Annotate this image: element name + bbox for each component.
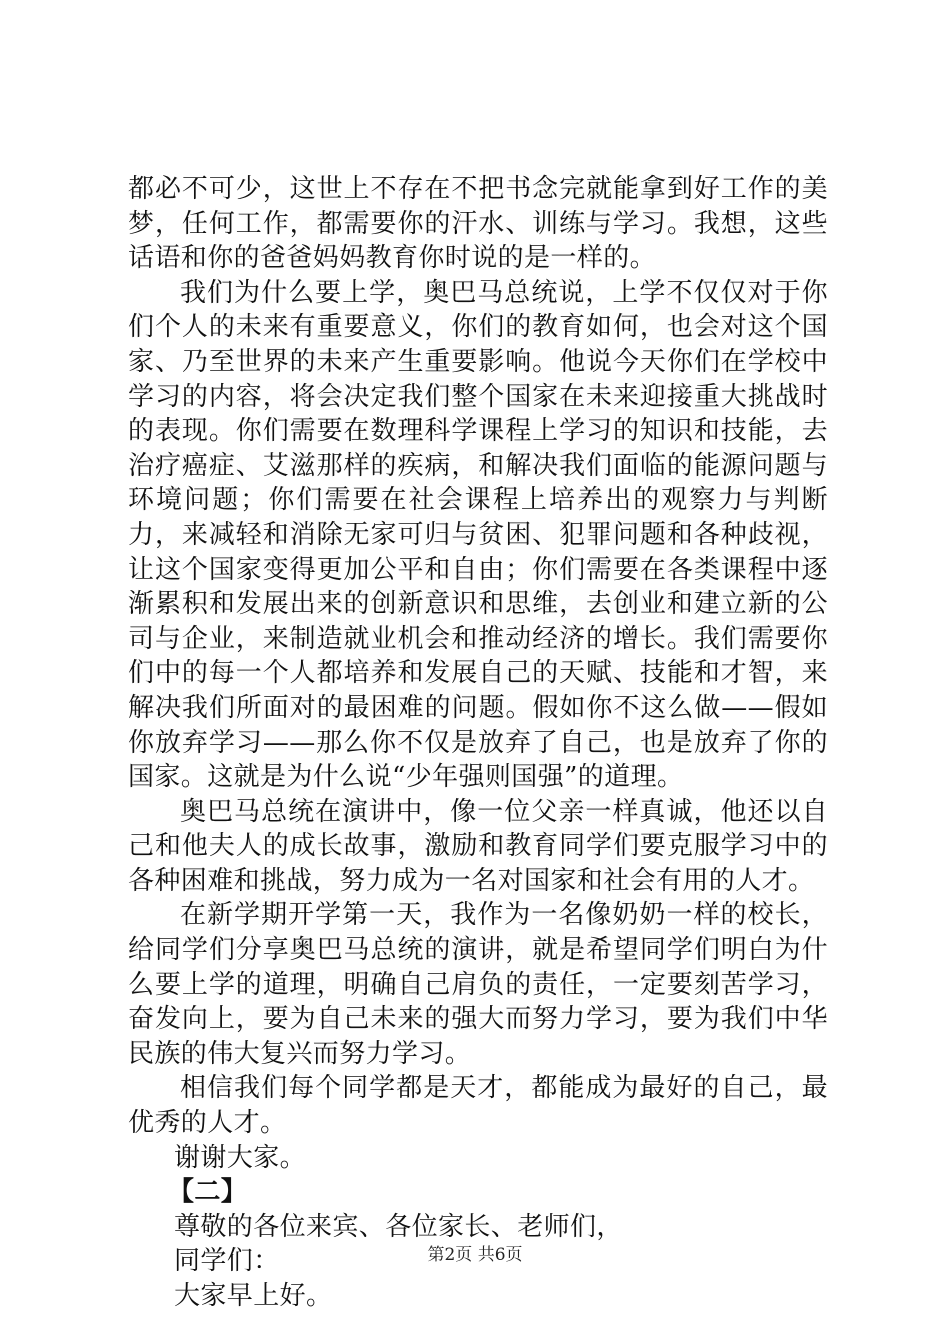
paragraph-principal-message: 在新学期开学第一天，我作为一名像奶奶一样的校长，给同学们分享奥巴马总统的演讲，就是希望同学们明白为什么要上学的道理，明确自己肩负的责任，一定要刻苦学习，奋发向上，要为自己未来的强大而努力学习，要为我们中华民族的伟大复兴而努力学习。	[128, 900, 828, 1069]
document-body	[128, 172, 828, 1314]
paragraph-continuation: 都必不可少，这世上不存在不把书念完就能拿到好工作的美梦，任何工作，都需要你的汗水、训练与学习。我想，这些话语和你的爸爸妈妈教育你时说的是一样的。	[128, 174, 828, 274]
salutation-students: 同学们：	[174, 1246, 280, 1277]
salutation-guests: 尊敬的各位来宾、各位家长、老师们，	[174, 1211, 623, 1242]
paragraph-obama-speech: 奥巴马总统在演讲中，像一位父亲一样真诚，他还以自己和他夫人的成长故事，激励和教育同学们要克服学习中的各种困难和挑战，努力成为一名对国家和社会有用的人才。	[128, 796, 828, 896]
paragraph-believe: 相信我们每个同学都是天才，都能成为最好的自己，最优秀的人才。	[128, 1073, 828, 1139]
paragraph-why-school: 我们为什么要上学，奥巴马总统说，上学不仅仅对于你们个人的未来有重要意义，你们的教育如何，也会对这个国家、乃至世界的未来产生重要影响。他说今天你们在学校中学习的内容，将会决定我们整个国家在未来迎接重大挑战时的表现。你们需要在数理科学课程上学习的知识和技能，去治疗癌症、艾滋那样的疾病，和解决我们面临的能源问题与环境问题；你们需要在社会课程上培养出的观察力与判断力，来减轻和消除无家可归与贫困、犯罪问题和各种歧视，让这个国家变得更加公平和自由；你们需要在各类课程中逐渐累积和发展出来的创新意识和思维，去创业和建立新的公司与企业，来制造就业机会和推动经济的增长。我们需要你们中的每一个人都培养和发展自己的天赋、技能和才智，来解决我们所面对的最困难的问题。假如你不这么做——假如你放弃学习——那么你不仅是放弃了自己，也是放弃了你的国家。这就是为什么说“少年强则国强”的道理。	[128, 277, 828, 793]
paragraph-thanks: 谢谢大家。	[174, 1142, 307, 1173]
greeting-morning: 大家早上好。	[174, 1281, 333, 1311]
section-heading-two: 【二】	[168, 1177, 248, 1208]
page-number-footer: 第2页 共6页	[427, 1245, 523, 1265]
